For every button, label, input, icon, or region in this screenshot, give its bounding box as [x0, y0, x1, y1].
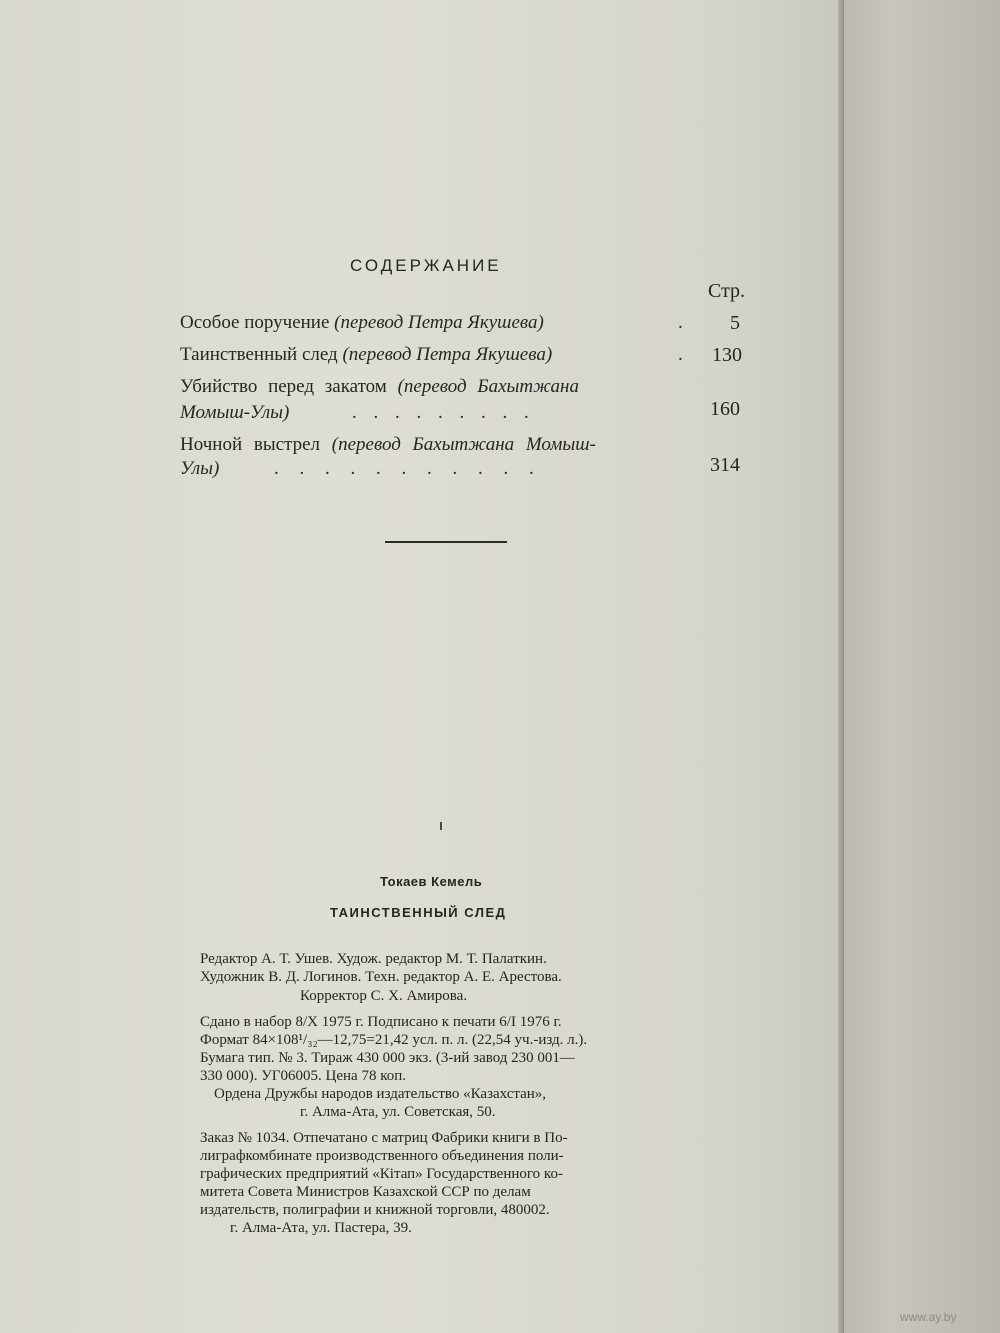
- print-details-line-6: г. Алма-Ата, ул. Советская, 50.: [300, 1104, 496, 1120]
- toc-entry-translator: (перевод Петра Якушева): [342, 344, 553, 365]
- print-details-line-1: Сдано в набор 8/X 1975 г. Подписано к печати 6/I 1976 г.: [200, 1014, 562, 1030]
- print-details-line-5: Ордена Дружбы народов издательство «Казахстан»,: [214, 1086, 547, 1102]
- toc-entry-translator-cont: Момыш-Улы): [180, 402, 290, 423]
- toc-entry-page: 5: [730, 312, 740, 334]
- print-mark: [440, 822, 442, 830]
- toc-entry-translator: (перевод Петра Якушева): [334, 312, 544, 333]
- toc-entry-dots: . . . . . . . . . . .: [274, 458, 542, 479]
- toc-entry-page: 130: [712, 344, 742, 366]
- toc-entry-title: Убийство перед закатом: [180, 376, 387, 397]
- credits-line-1: Редактор А. Т. Ушев. Худож. редактор М. Т. Палаткин.: [200, 951, 547, 967]
- toc-entry-4: [180, 434, 692, 456]
- print-details-line-2: Формат 84×108¹/₃₂—12,75=21,42 усл. п. л. (22,54 уч.-изд. л.).: [200, 1032, 588, 1048]
- order-details-line-2: лиграфкомбинате производственного объединения поли-: [200, 1148, 564, 1164]
- toc-entry-4-cont: [180, 458, 692, 480]
- toc-entry-title: Ночной выстрел: [180, 434, 320, 455]
- order-details-line-1: Заказ № 1034. Отпечатано с матриц Фабрики книги в По-: [200, 1130, 568, 1146]
- toc-entry-dots: .: [678, 344, 683, 365]
- watermark: www.ay.by: [900, 1310, 957, 1324]
- print-details-line-3: Бумага тип. № 3. Тираж 430 000 экз. (3-ий завод 230 001—: [200, 1050, 575, 1066]
- toc-entry-page: 160: [710, 398, 740, 420]
- toc-entry-translator: (перевод Бахытжана: [397, 376, 579, 397]
- order-details-line-6: г. Алма-Ата, ул. Пастера, 39.: [230, 1220, 412, 1236]
- toc-entry-translator: (перевод Бахытжана Момыш-: [331, 434, 596, 455]
- colophon-author: Токаев Кемель: [380, 874, 483, 889]
- divider-rule: [385, 541, 507, 543]
- toc-entry-dots: .: [678, 312, 683, 333]
- toc-entry-3-cont: [180, 402, 692, 424]
- order-details-line-4: митета Совета Министров Казахской ССР по делам: [200, 1184, 531, 1200]
- credits-line-3: Корректор С. Х. Амирова.: [300, 988, 468, 1004]
- order-details-line-3: графических предприятий «Кітап» Государственного ко-: [200, 1166, 563, 1182]
- order-details-line-5: издательств, полиграфии и книжной торговли, 480002.: [200, 1202, 550, 1218]
- toc-entry-title: Особое поручение: [180, 312, 330, 333]
- next-page: [844, 0, 1000, 1333]
- contents-heading: СОДЕРЖАНИЕ: [350, 256, 502, 275]
- toc-entry-translator-cont: Улы): [180, 458, 220, 479]
- toc-entry-title: Таинственный след: [180, 344, 338, 365]
- toc-entry-page: 314: [710, 454, 740, 476]
- toc-entry-1: [180, 312, 692, 334]
- colophon-book-title: ТАИНСТВЕННЫЙ СЛЕД: [330, 905, 507, 920]
- page-column-header: Стр.: [708, 280, 746, 302]
- credits-line-2: Художник В. Д. Логинов. Техн. редактор А. Е. Арестова.: [200, 969, 562, 985]
- toc-entry-dots: . . . . . . . . .: [352, 402, 535, 423]
- print-details-line-4: 330 000). УГ06005. Цена 78 коп.: [200, 1068, 407, 1084]
- toc-entry-2: [180, 344, 692, 366]
- toc-entry-3: [180, 376, 692, 398]
